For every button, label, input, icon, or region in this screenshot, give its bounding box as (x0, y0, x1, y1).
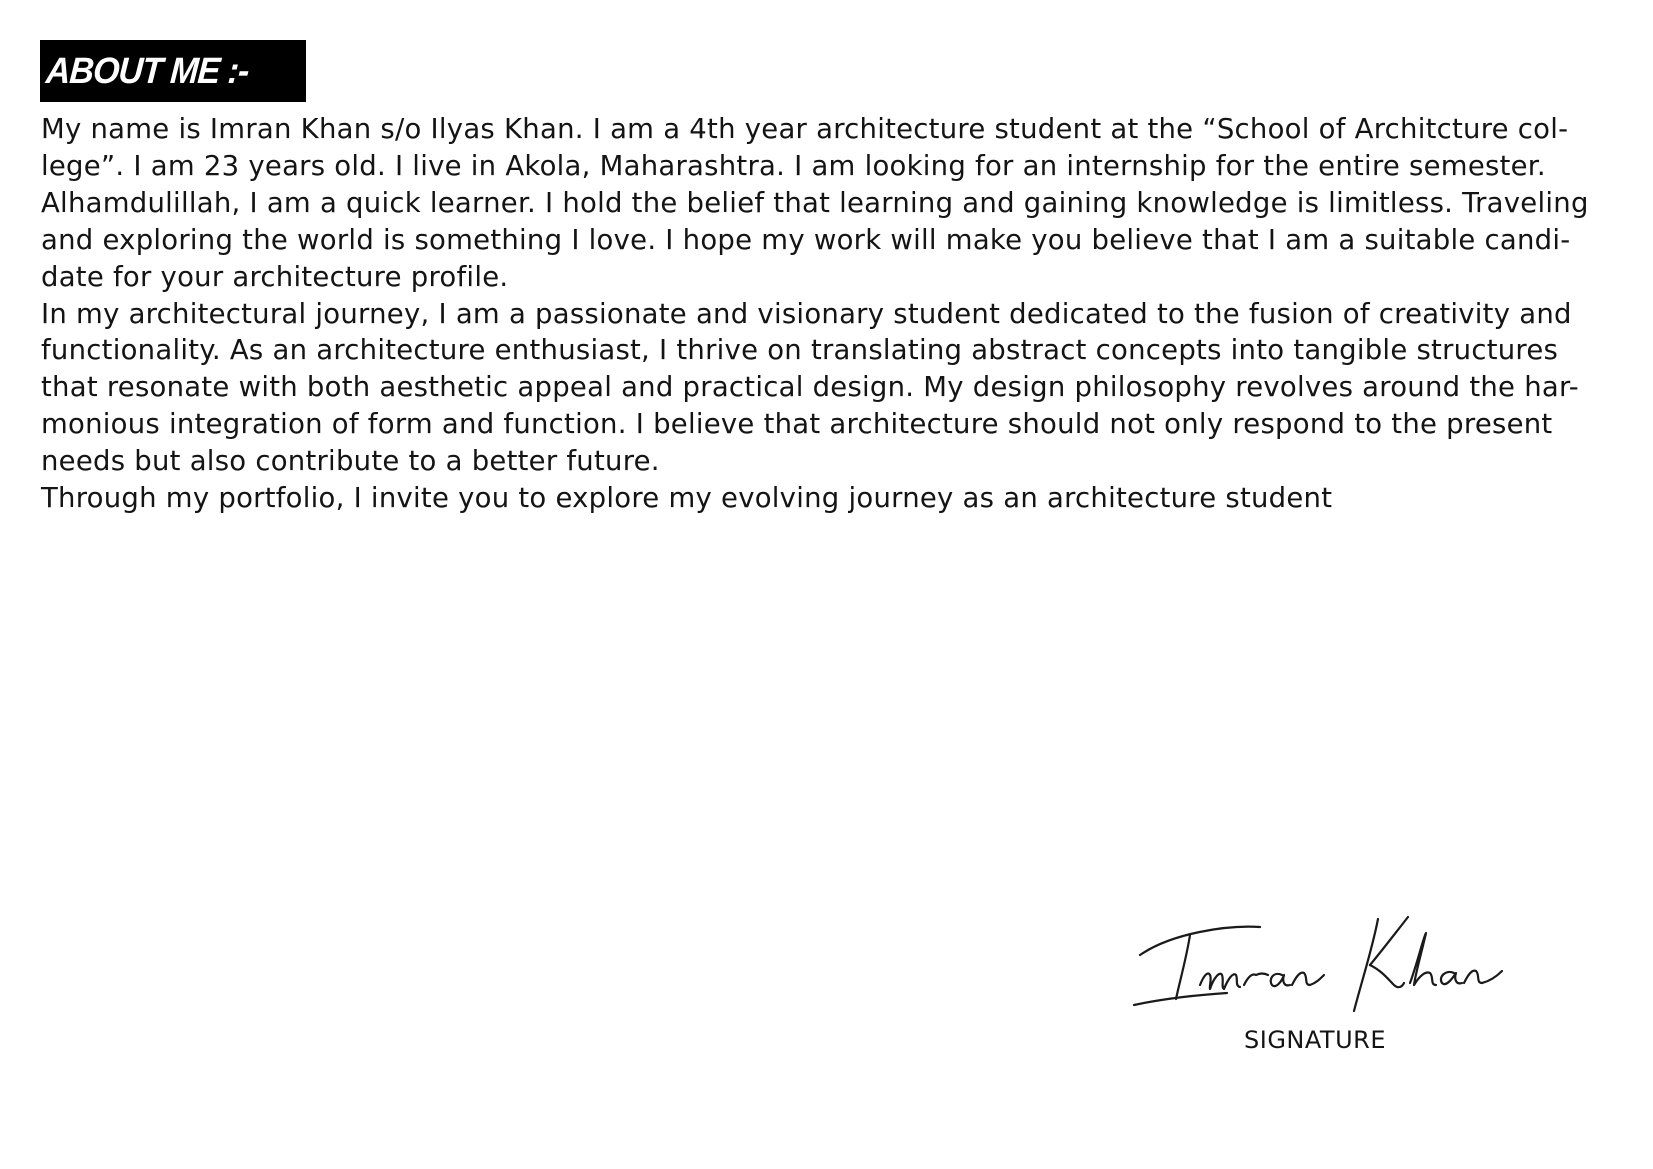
about-line: that resonate with both aesthetic appeal and practical design. My design philosophy revolves around the har- (41, 371, 1579, 404)
about-line: functionality. As an architecture enthusiast, I thrive on translating abstract concepts into tangible structures (41, 334, 1559, 367)
about-line: In my architectural journey, I am a passionate and visionary student dedicated to the fusion of creativity and (41, 297, 1572, 330)
section-heading-box (40, 40, 306, 102)
about-line: Through my portfolio, I invite you to explore my evolving journey as an architecture student (41, 482, 1333, 515)
about-line: lege”. I am 23 years old. I live in Akola, Maharashtra. I am looking for an internship for the entire semester. (41, 149, 1546, 182)
handwritten-signature (1132, 915, 1532, 1015)
about-line: needs but also contribute to a better future. (41, 445, 660, 478)
about-me-text (41, 111, 1621, 517)
section-heading: ABOUT ME :- (44, 49, 250, 91)
about-line: Alhamdulillah, I am a quick learner. I hold the belief that learning and gaining knowledge is limitless. Traveling (41, 186, 1589, 219)
signature-label: SIGNATURE (1244, 1026, 1386, 1054)
about-line: date for your architecture profile. (41, 260, 509, 293)
about-line: My name is Imran Khan s/o Ilyas Khan. I am a 4th year architecture student at the “School of Architcture col- (41, 113, 1569, 145)
about-line: monious integration of form and function. I believe that architecture should not only respond to the present (41, 408, 1553, 441)
about-line: and exploring the world is something I love. I hope my work will make you believe that I am a suitable candi- (41, 223, 1571, 256)
